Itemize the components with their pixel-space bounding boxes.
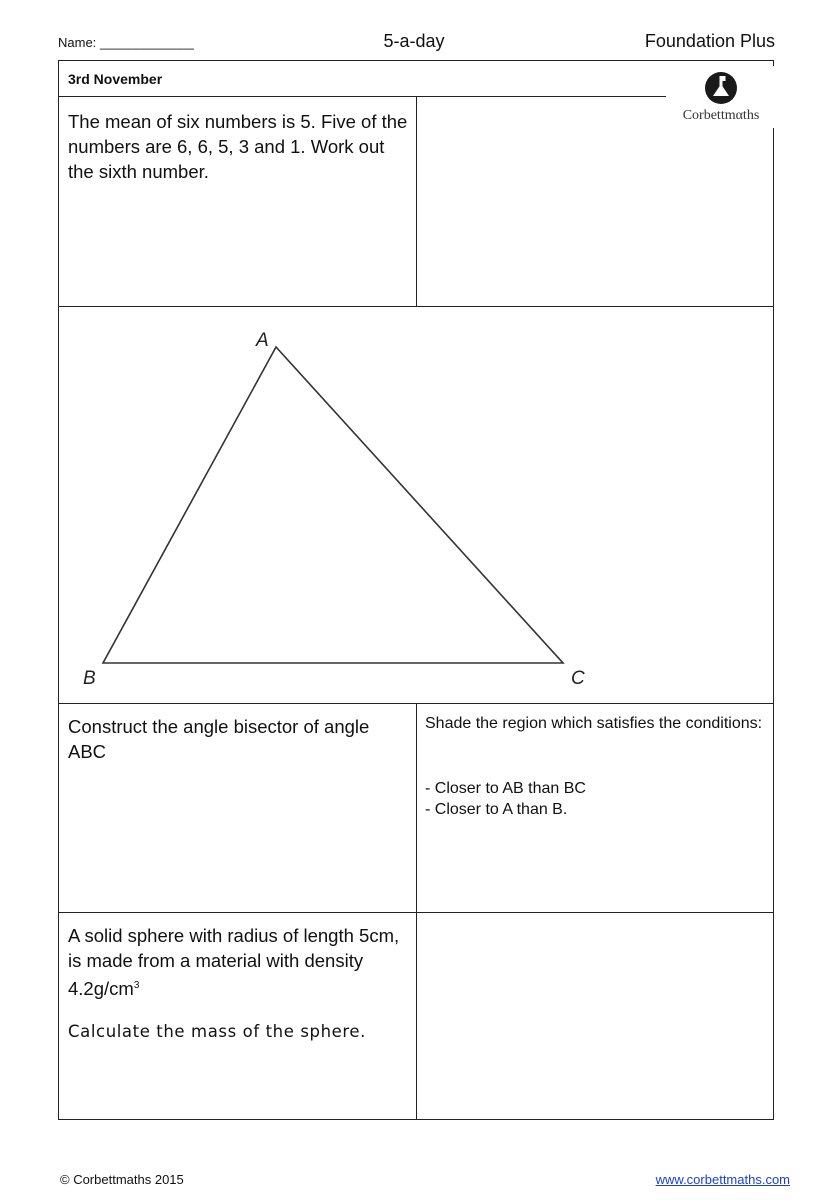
triangle-abc-diagram [58, 306, 774, 703]
question-5 [68, 923, 408, 1001]
condition-1: - Closer to AB than BC [425, 780, 586, 797]
question-3: Construct the angle bisector of angle ABC [68, 716, 370, 762]
divider-col-row1 [416, 96, 417, 306]
logo-text: Corbettmαths [682, 108, 760, 123]
vertex-label-b: B [83, 668, 96, 689]
triangle-abc [103, 347, 563, 663]
logo-icon [703, 70, 739, 106]
vertex-label-a: A [256, 330, 269, 351]
name-field-label: Name: _____________ [58, 35, 194, 50]
worksheet-date: 3rd November [68, 71, 163, 87]
question-1: The mean of six numbers is 5. Five of the numbers are 6, 6, 5, 3 and 1. Work out the sixth number. [68, 111, 408, 182]
divider-col-row3-4 [416, 703, 417, 1120]
question-5-subtext: Calculate the mass of the sphere. [68, 1022, 367, 1041]
worksheet-level: Foundation Plus [644, 31, 775, 51]
footer-copyright: © Corbettmaths 2015 [60, 1172, 184, 1187]
question-5-text: A solid sphere with radius of length 5cm, is made from a material with density 4.2g/cm [68, 925, 400, 1000]
corbettmaths-logo [666, 66, 776, 128]
condition-2: - Closer to A than B. [425, 801, 568, 818]
worksheet-title: 5-a-day [383, 31, 445, 51]
question-4-conditions [425, 778, 765, 820]
vertex-label-c: C [571, 668, 585, 689]
question-4-intro: Shade the region which satisfies the conditions: [425, 715, 763, 732]
superscript-3: 3 [133, 980, 140, 991]
footer-website-link[interactable]: www.corbettmaths.com [655, 1172, 790, 1187]
